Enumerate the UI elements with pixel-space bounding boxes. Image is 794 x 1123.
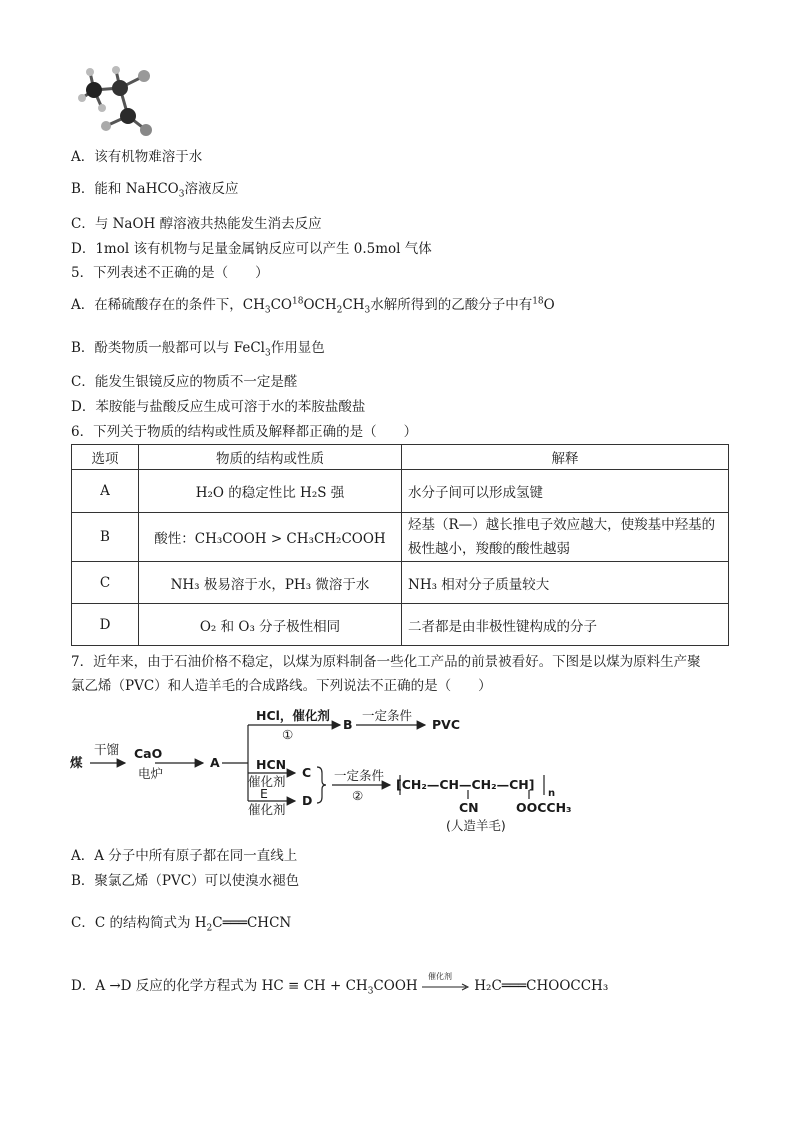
table-row (72, 470, 729, 513)
q4-option-d: D．1mol 该有机物与足量金属钠反应可以产生 0.5mol 气体 (71, 241, 432, 257)
q6-header-explanation: 解释 (402, 445, 729, 470)
q7-option-d: D．A →D 反应的化学方程式为 HC ≡ CH + $CH_3COOH$ 催化剂 H₂C═══CHOOCCH₃ (71, 972, 609, 997)
q6-cell-option: A (72, 470, 139, 513)
q6-stem: 6．下列关于物质的结构或性质及解释都正确的是（ ） (71, 424, 418, 440)
q7-option-a: A．A 分子中所有原子都在同一直线上 (71, 848, 298, 864)
route-hcl-catalyst: HCl，催化剂 (256, 708, 330, 723)
route-cn-group: CN (459, 800, 479, 815)
route-a: A (210, 755, 220, 770)
route-polymer: [CH₂—CH—CH₂—CH] (396, 777, 535, 792)
q6-header-property: 物质的结构或性质 (139, 445, 402, 470)
q6-cell-option: B (72, 513, 139, 562)
table-row (72, 604, 729, 646)
route-pvc: PVC (432, 717, 461, 732)
molecule-model-image (72, 60, 164, 142)
route-artificial-wool: (人造羊毛) (446, 818, 506, 833)
route-catalyst: 催化剂 (248, 774, 286, 789)
route-condition2: 一定条件 (334, 768, 385, 783)
q6-cell-option: D (72, 604, 139, 646)
q6-cell-option: C (72, 562, 139, 604)
route-e: E (260, 786, 268, 801)
route-d: D (302, 793, 313, 808)
route-step1: ① (282, 727, 294, 742)
route-catalyst2: 催化剂 (248, 802, 286, 817)
q5-option-b: B．酚类物质一般都可以与 FeCl$_3$作用显色 (71, 340, 325, 359)
q6-cell-explanation: 烃基（R—）越长推电子效应越大，使羧基中羟基的极性越小，羧酸的酸性越弱 (402, 513, 729, 562)
q6-table (71, 444, 729, 646)
q6-header-option: 选项 (72, 445, 139, 470)
route-furnace: 电炉 (138, 766, 164, 781)
q7-stem-line1: 7．近年来，由于石油价格不稳定，以煤为原料制备一些化工产品的前景被看好。下图是以煤为原料生产聚 (71, 654, 701, 670)
q5-option-c: C．能发生银镜反应的物质不一定是醛 (71, 374, 298, 390)
route-coal: 煤 (70, 755, 83, 770)
route-dry-distill: 干馏 (94, 742, 120, 757)
table-row (72, 513, 729, 562)
q6-cell-explanation: 水分子间可以形成氢键 (402, 470, 729, 513)
table-row (72, 562, 729, 604)
route-step2: ② (352, 788, 364, 803)
q4-option-b: B．能和 NaHCO$_3$溶液反应 (71, 181, 239, 200)
q6-cell-property: O₂ 和 O₃ 分子极性相同 (139, 604, 402, 646)
route-b: B (343, 717, 353, 732)
q5-option-a: A．在稀硫酸存在的条件下，$CH_3CO^{18}OCH_2CH_3$水解所得到的乙酸分子中有$^{18}$O (71, 296, 555, 316)
q6-cell-property: 酸性：CH₃COOH > CH₃CH₂COOH (139, 513, 402, 562)
route-hcn: HCN (256, 757, 287, 772)
q6-cell-property: NH₃ 极易溶于水，PH₃ 微溶于水 (139, 562, 402, 604)
route-cao: CaO (134, 746, 163, 761)
q4-option-c: C．与 NaOH 醇溶液共热能发生消去反应 (71, 216, 322, 232)
q6-cell-explanation: 二者都是由非极性键构成的分子 (402, 604, 729, 646)
route-ester-group: OOCCH₃ (516, 800, 572, 815)
route-c: C (302, 765, 312, 780)
q6-cell-explanation: NH₃ 相对分子质量较大 (402, 562, 729, 604)
q7-option-c: C．C 的结构简式为 $H_2C═══CHCN$ (71, 915, 292, 934)
synthesis-route-diagram (70, 703, 590, 833)
q6-cell-property: H₂O 的稳定性比 H₂S 强 (139, 470, 402, 513)
q5-option-d: D．苯胺能与盐酸反应生成可溶于水的苯胺盐酸盐 (71, 399, 366, 415)
route-condition1: 一定条件 (362, 708, 413, 723)
q7-stem-line2: 氯乙烯（PVC）和人造羊毛的合成路线。下列说法不正确的是（ ） (71, 678, 492, 694)
catalyst-arrow: 催化剂 (422, 977, 470, 995)
q7-option-b: B．聚氯乙烯（PVC）可以使溴水褪色 (71, 873, 300, 889)
q5-stem: 5．下列表述不正确的是（ ） (71, 265, 269, 281)
q4-option-a: A．该有机物难溶于水 (71, 149, 203, 165)
route-polymer-n: n (548, 788, 556, 799)
